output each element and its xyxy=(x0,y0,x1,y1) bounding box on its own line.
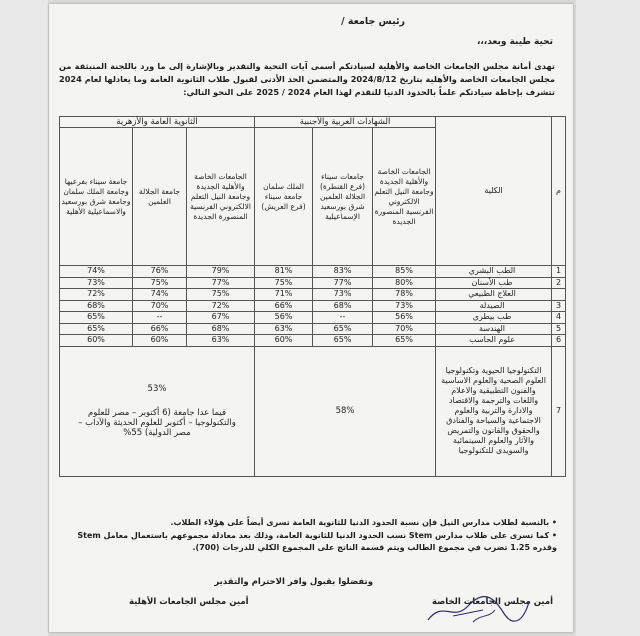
admission-table xyxy=(59,116,566,477)
table-row xyxy=(60,300,566,312)
addressee: رئيس جامعة / xyxy=(341,16,405,27)
col-index-header: م xyxy=(552,117,566,266)
group-foreign-header: الشهادات العربية والأجنبية xyxy=(255,117,436,128)
min-score-cell: 60% xyxy=(133,335,187,347)
table-row xyxy=(60,266,566,278)
col-header-4: الجامعات الخاصة والأهلية الجديدة وجامعة النيل التعلم الالكتروني الفرنسية المنصورة الجديدة xyxy=(187,128,255,266)
min-score-cell: 65% xyxy=(373,335,436,347)
document-page xyxy=(49,4,573,632)
min-score-cell: 73% xyxy=(373,300,436,312)
min-score-cell: 75% xyxy=(187,289,255,301)
group-local-header: الثانوية العامة والأزهرية xyxy=(60,117,255,128)
faculty-name: الهندسة xyxy=(436,323,552,335)
signature-title-national: أمين مجلس الجامعات الأهلية xyxy=(129,597,249,607)
min-score-cell: 71% xyxy=(255,289,313,301)
min-score-cell: 81% xyxy=(255,266,313,278)
handwritten-signature xyxy=(423,592,533,628)
min-score-cell: 68% xyxy=(313,300,373,312)
table-row xyxy=(60,277,566,289)
min-score-cell: 77% xyxy=(313,277,373,289)
min-score-cell: 75% xyxy=(255,277,313,289)
row-index xyxy=(552,289,566,301)
min-score-cell: 77% xyxy=(187,277,255,289)
min-score-cell: 63% xyxy=(187,335,255,347)
faculty-name: طب الأسنان xyxy=(436,277,552,289)
min-score-cell: 70% xyxy=(133,300,187,312)
viewer-right-margin xyxy=(576,0,640,636)
faculty-name: طب بيطري xyxy=(436,312,552,324)
min-score-cell: 79% xyxy=(187,266,255,278)
min-score-cell: 73% xyxy=(313,289,373,301)
min-score-cell: 65% xyxy=(60,323,133,335)
min-score-cell: 76% xyxy=(133,266,187,278)
min-score-cell: 60% xyxy=(255,335,313,347)
table-row xyxy=(60,289,566,301)
min-score-cell: 72% xyxy=(187,300,255,312)
min-score-cell: 66% xyxy=(133,323,187,335)
min-score-cell: 66% xyxy=(255,300,313,312)
min-score-cell: 63% xyxy=(255,323,313,335)
row-index: 1 xyxy=(552,266,566,278)
faculty-name: الطب البشري xyxy=(436,266,552,278)
row-index: 2 xyxy=(552,277,566,289)
row-index: 7 xyxy=(552,346,566,476)
row-index: 3 xyxy=(552,300,566,312)
col-header-6: جامعة سيناء بفرعيها وجامعة الملك سلمان وجامعة شرق بورسعيد والاسماعيلية الأهلية xyxy=(60,128,133,266)
min-score-cell: 80% xyxy=(373,277,436,289)
min-score-cell: -- xyxy=(313,312,373,324)
notes xyxy=(59,517,557,555)
min-score-cell: 85% xyxy=(373,266,436,278)
other-local-cell xyxy=(60,346,255,476)
col-header-3: الملك سلمان جامعة سيناء (فرع العريش) xyxy=(255,128,313,266)
col-header-5: جامعة الجلالة العلمين xyxy=(133,128,187,266)
min-score-cell: 65% xyxy=(60,312,133,324)
table-row xyxy=(60,323,566,335)
signature-title-private: أمين مجلس الجامعات الخاصة xyxy=(431,597,553,607)
min-score-cell: 68% xyxy=(60,300,133,312)
other-local-value: 53% xyxy=(147,384,167,394)
min-score-cell: 75% xyxy=(133,277,187,289)
min-score-cell: 56% xyxy=(255,312,313,324)
row-index: 4 xyxy=(552,312,566,324)
min-score-cell: 65% xyxy=(313,335,373,347)
row-index: 6 xyxy=(552,335,566,347)
min-score-cell: 74% xyxy=(60,266,133,278)
other-local-note: فيما عدا جامعة (6 أكتوبر – مصر للعلوم والتكنولوجيا – أكتوبر للعلوم الحديثة والآداب – مصر الدولية) 55% xyxy=(78,408,236,438)
min-score-cell: 60% xyxy=(60,335,133,347)
greeting: تحية طيبة وبعد،،، xyxy=(476,37,553,47)
min-score-cell: 56% xyxy=(373,312,436,324)
viewer-left-margin xyxy=(0,0,48,636)
intro-paragraph: تهدى أمانة مجلس الجامعات الخاصة والأهلية لسيادتكم أسمى آيات التحية والتقدير وبالإشارة إلى ما ورد باللجنة المنبثقة من مجلس الجامعات الخاصة والأهلية بتاريخ 2024/8/12 والمتضمن الحد الأدنى لقبول طلاب الثانوية العامة وما يعادلها لعام 2024 تتشرف بإحاطة سيادتكم علماً بالحدود الدنيا للتقدم لهذا العام 2024 / 2025 على النحو التالي: xyxy=(59,61,555,97)
min-score-cell: -- xyxy=(133,312,187,324)
faculty-name: العلاج الطبيعي xyxy=(436,289,552,301)
faculty-name: الصيدلة xyxy=(436,300,552,312)
min-score-cell: 68% xyxy=(187,323,255,335)
min-score-cell: 70% xyxy=(373,323,436,335)
min-score-cell: 67% xyxy=(187,312,255,324)
table-row xyxy=(60,335,566,347)
col-faculty-header: الكلية xyxy=(436,117,552,266)
col-header-1: الجامعات الخاصة والأهلية الجديدة وجامعة النيل التعلم الالكتروني الفرنسية المنصورة الجديدة xyxy=(373,128,436,266)
table-row xyxy=(60,312,566,324)
min-score-cell: 72% xyxy=(60,289,133,301)
min-score-cell: 83% xyxy=(313,266,373,278)
min-score-cell: 73% xyxy=(60,277,133,289)
other-faculties: التكنولوجيا الحيوية وتكنولوجيا العلوم الصحية والعلوم الاساسية والفنون التطبيقية والاعلام واللغات والترجمة والاقتصاد والادارة والتربية والعلوم الاجتماعية والسياحة والفنادق والحقوق والقانون والتمريض والآثار والعلوم السينمائية والسويدى للتكنولوجيا xyxy=(436,346,552,476)
note-item: • بالنسبة لطلاب مدارس النيل فإن نسبة الحدود الدنيا للثانوية العامة تسرى أيضاً على هؤلاء الطلاب. xyxy=(170,518,557,527)
row-index: 5 xyxy=(552,323,566,335)
min-score-cell: 65% xyxy=(313,323,373,335)
note-item: • كما تسرى على طلاب مدارس Stem نسب الحدود الدنيا للثانوية العامة، وذلك بعد معادلة مجموعهم باستعمال معامل Stem وقدره 1.25 تضرب في مجموع الطالب ويتم قسمة الناتج على المجموع الكلي للدرجات (700). xyxy=(77,531,557,552)
col-header-2: جامعات سيناء (فرع القنطرة) الجلالة العلمين شرق بورسعيد الإسماعيلية xyxy=(313,128,373,266)
min-score-cell: 78% xyxy=(373,289,436,301)
closing-line: وتفضلوا بقبول وافر الاحترام والتقدير xyxy=(214,577,373,587)
other-foreign-value: 58% xyxy=(255,346,436,476)
faculty-name: علوم الحاسب xyxy=(436,335,552,347)
min-score-cell: 74% xyxy=(133,289,187,301)
